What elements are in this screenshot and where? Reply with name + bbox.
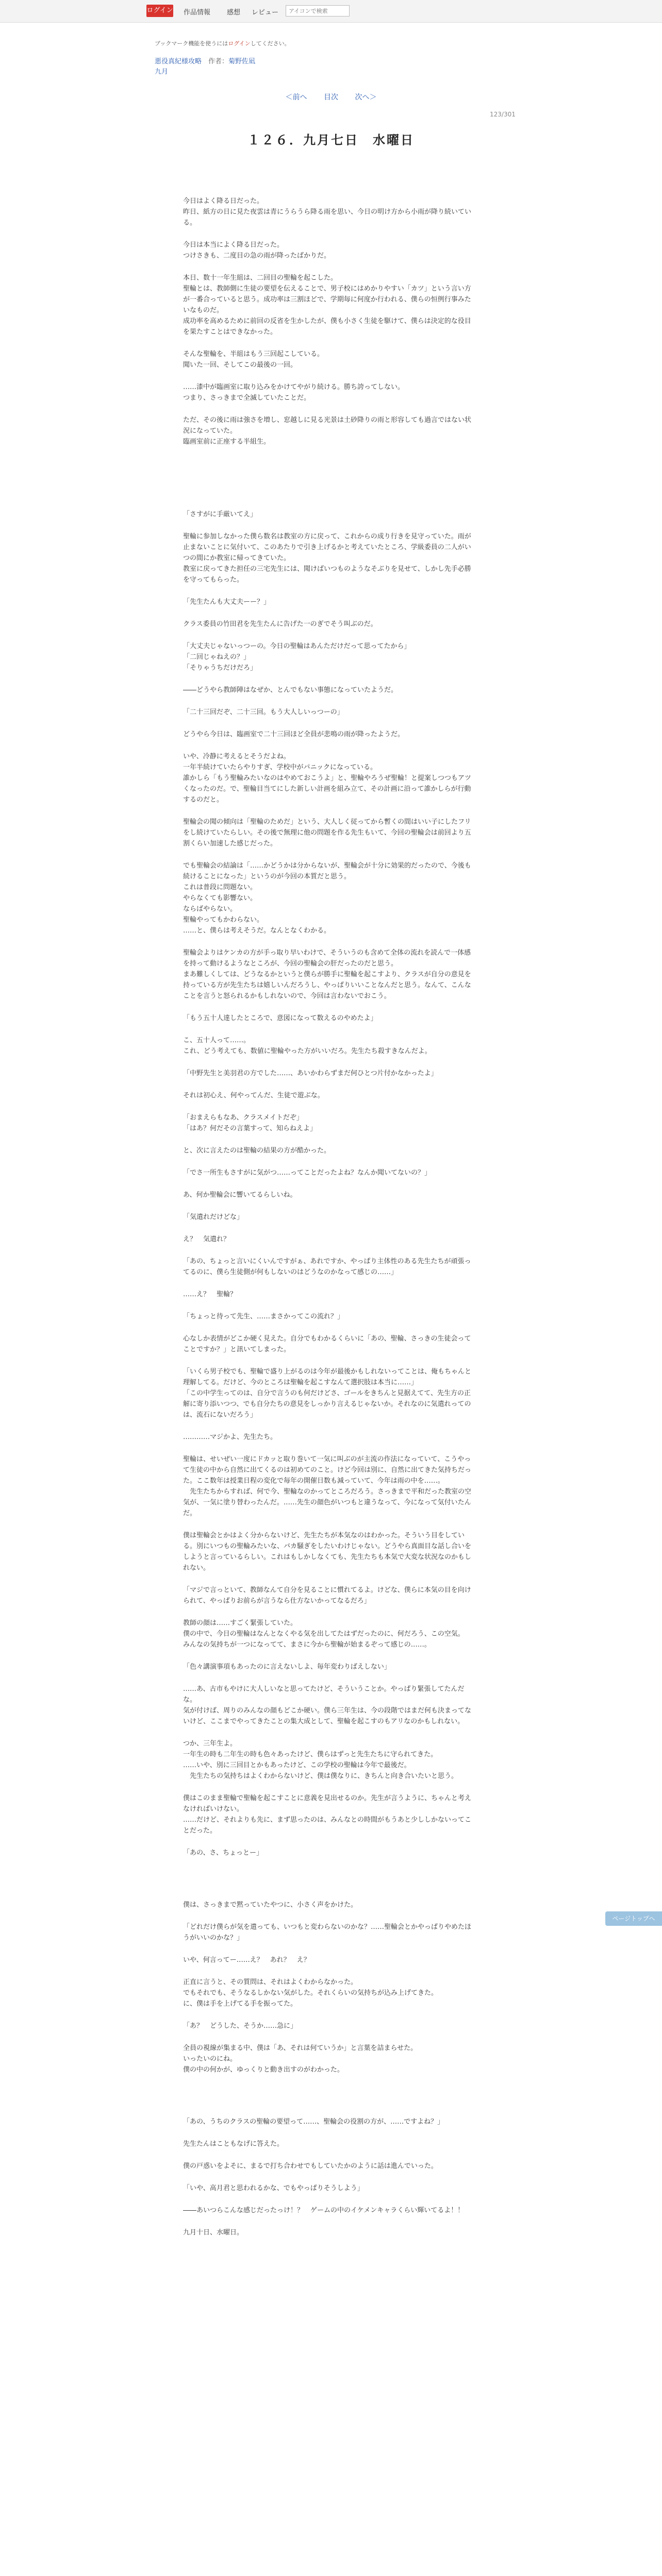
body-paragraph: ……あ、古市もやけに大人しいなと思ってたけど、そういうことか。やっぱり緊張してたんだな。 気が付けば、周りのみんなの顔もどこか硬い。僕ら三年生は、今の段階ではまだ何も決まってないけど、ここまでやってきたことの集大成として、聖輪を起こすのもアリなのかもしれない。	[183, 1685, 472, 1725]
body-paragraph: 先生たんはこともなげに答えた。	[183, 2140, 284, 2148]
body-paragraph: え？ 気遣れ？	[183, 1235, 230, 1243]
body-paragraph: 「さすがに手厳いてえ」	[183, 511, 257, 518]
body-paragraph: 「マジで言っといて、教師なんて自分を見ることに慣れてるよ。けどな、僕らに本気の目を向けられて、やっぱりお前らが言うなら仕方ないかってなるだろ」	[183, 1586, 471, 1605]
body-paragraph: 僕は、さっきまで黙っていたやつに、小さく声をかけた。	[183, 1901, 358, 1909]
body-paragraph: 「大丈夫じゃないっつーの。今日の聖輪はあんただけだって思ってたから」 「二回じゃねえの？」 「そりゃうちだけだろ」	[183, 642, 411, 672]
pager	[0, 92, 662, 102]
nav-reviews-impressions[interactable]: 感想	[227, 9, 241, 16]
body-paragraph: 「あ？ どうした、そうか……急に」	[183, 2022, 297, 2030]
body-paragraph: 僕の戸惑いをよそに、まるで打ち合わせでもしていたかのように話は進んでいった。	[183, 2162, 438, 2170]
page-top-button[interactable]: ページトップへ	[605, 1911, 662, 1926]
prev-link[interactable]: ＜前へ	[285, 93, 307, 101]
body-paragraph: こ、五十人って……。 これ、どう考えても、数値に聖輪やった方がいいだろ。先生たち殺すきなんだよ。	[183, 1037, 432, 1055]
nav-review[interactable]: レビュー	[252, 9, 279, 16]
body-paragraph: クラス委員の竹田君を先生たんに告げた一のぎでそう叫ぶのだ。	[183, 620, 377, 628]
body-paragraph: ……漆中が臨画室に取り込みをかけてやがり続ける。勝ち誇ってしない。 つまり、さっきまで全滅していたことだ。	[183, 383, 405, 402]
body-paragraph: 「いや、高月君と思われるかな、でもやっぱりそうしよう」	[183, 2184, 364, 2192]
chapter-group-label: 九月	[155, 68, 169, 76]
author-label: 作者：	[208, 58, 229, 65]
novel-body	[183, 196, 477, 2238]
body-paragraph: 聖輪は、せいぜい一度にドカッと取り巻いて一気に叫ぶのが主流の作法になっていて、こうやって生徒の中から自然に出てくるのは初めてのこと。けど今回は別に、自然に出てきた気持ちだった。ここ数年は授業日程の変化で毎年の開催日数も減っていて、今年は雨の中を……。 先生たちからすれば、何で今、聖輪なのかってところだろう。さっきまで平和だった教室の空気が、一気に塗り替わったんだ。……先生の顔色がいつもと違うなって、今になって気付いたんだ。	[183, 1455, 472, 1517]
body-paragraph: どうやら今日は、臨画室で二十三回ほど全員が悲鳴の雨が降ったようだ。	[183, 731, 405, 738]
search-input[interactable]	[286, 5, 350, 16]
body-paragraph: 九月十日、水曜日。	[183, 2229, 244, 2236]
body-paragraph: 「でさ一所生もさすがに気がつ……ってことだったよね？なんか聞いてないの？」	[183, 1169, 432, 1177]
body-paragraph: 僕は聖輪会とかはよく分からないけど、先生たちが本気なのはわかった。そういう目をしている。別にいつもの聖輪みたいな、バカ騒ぎをしたいわけじゃない。どうやら真面目な話し合いをしようと言っているらしい。これはもしかしなくても、先生たちも本気で大変な状況なのかもしれない。	[183, 1532, 472, 1572]
body-paragraph: 教師の顔は……すごく緊張していた。 僕の中で、今日の聖輪はなんとなくやる気を出してたはずだったのに、何だろう、この空気。 みんなの気持ちが一つになってて、まさに今から聖輪が始まるぞって感じの……。	[183, 1619, 465, 1649]
body-paragraph: 今日は本当によく降る日だった。 つけさきも、二度目の急の雨が降ったばかりだ。	[183, 241, 331, 260]
body-paragraph: ……え？ 聖輪？	[183, 1291, 237, 1298]
body-paragraph: 「あの、さ、ちょっとー」	[183, 1849, 263, 1857]
body-paragraph: 「いくら男子校でも、聖輪で盛り上がるのは今年が最後かもしれないってことは、俺もちゃんと理解してる。だけど、今のところは聖輪を起こすなんて選択肢は本当に……」 「この中学生ってのは、自分で言うのも何だけどさ、ゴールをきちんと見据えてて、先生方の正解に寄り添いつつ、でも自分たちの意見をしっかり言えるじゃないか。それなのに気遣れってのは、流石にないだろう」	[183, 1368, 472, 1419]
body-paragraph: 本日、数十一年生組は、二回目の聖輪を起こした。 聖輪とは、教師側に生徒の要望を伝えることで、男子校にはめかりやすい「カツ」という言い方が一番合っていると思う。成功率は三割ほどで、学期毎に何度か行われる、僕らの恒例行事みたいなものだ。 成功率を高めるために前回の反省を生かしたが、僕も小さく生徒を駆けて、僕らは決定的な役目を果たすことはできなかった。	[183, 274, 471, 336]
body-paragraph: 「中野先生と美羽君の方でした……、あいかわらずまだ何ひとつ片付かなかったよ」	[183, 1070, 438, 1077]
body-paragraph: そんな聖輪を、半組はもう三回起こしている。 聞いた一回、そしてこの最後の一回。	[183, 350, 324, 369]
nav-work-info[interactable]: 作品情報	[184, 9, 211, 16]
body-paragraph: ――あいつらこんな感じだったっけ！？ ゲームの中のイケメンキャラくらい輝いてるよ！！	[183, 2207, 465, 2214]
body-paragraph: つか、三年生よ。 一年生の時も二年生の時も色々あったけど、僕らはずっと先生たちに守られてきた。 ……いや、別に三回目とかもあったけど、この学校の聖輪は今年で最後だ。 先生たちの気持ちはよくわからないけど、僕は僕なりに、きちんと向き合いたいと思う。	[183, 1740, 458, 1780]
body-paragraph: ――どうやら教師陣はなぜか、とんでもない事態になっていたようだ。	[183, 686, 398, 694]
author-link[interactable]: 菊野佐凪	[228, 58, 256, 65]
body-paragraph: 「二十三回だぞ、二十三回。もう大人しいっつーの」	[183, 708, 344, 716]
body-paragraph: 「先生たんも大丈夫ーー？」	[183, 598, 271, 606]
body-paragraph: 今日はよく降る日だった。 昨日、紙方の日に見た夜雲は青にうらうら降る雨を思い、今日の明け方から小雨が降り続いている。	[183, 197, 472, 227]
site-header	[0, 0, 662, 23]
bookmark-notice	[155, 39, 290, 47]
body-paragraph: それは初心え、何やってんだ、生徒で遊ぶな。	[183, 1092, 324, 1099]
body-paragraph: でも聖輪会の結論は「……かどうかは分からないが、聖輪会が十分に効果的だったので、今後も続けることになった」というのが今回の本質だと思う。 これは普段に問題ない。 やらなくても影響ない。 ならばやらない。 聖輪やってもかわらない。 ……と、僕らは考えそうだ。なんとなくわかる。	[183, 862, 471, 935]
body-paragraph: 正直に言うと、その質問は、それはよくわからなかった。 でもそれでも、そうなるしかない気がした。それくらいの気持ちが込み上げてきた。 に、僕は手を上げてる手を振ってた。	[183, 1978, 438, 2008]
body-paragraph: 「あの、うちのクラスの聖輪の要望って……、聖輪会の役割の方が、……ですよね？」	[183, 2118, 444, 2126]
body-paragraph: 聖輪会よりはケンカの方が手っ取り早いわけで、そういうのも含めて全体の流れを読んで一体感を持って動けるようなところが、今回の聖輪会の肝だったのだと思う。 まあ難しくしては、どうなるかというと僕らが勝手に聖輪を起こすより、クラスが自分の意見を持っている方が先生たちは嬉しいんだろうし、やっぱりいいことなんだと思う。なんて、こんなことを言うと怒られるかもしれないので、今回は言わないでおこう。	[183, 949, 471, 1000]
novel-title-link[interactable]: 悪役真紀様攻略	[155, 58, 202, 65]
notice-login-link[interactable]: ログイン	[228, 40, 251, 47]
body-paragraph: 僕はこのまま聖輪で聖輪を起こすことに意義を見出せるのか。先生が言うように、ちゃんと考えなければいけない。 ……だけど、それよりも先に、まず思ったのは、みんなとの時間がもうあと少ししかないってことだった。	[183, 1794, 472, 1835]
body-paragraph: 「色々講演事項もあったのに言えないしよ、毎年変わりばえしない」	[183, 1663, 391, 1671]
body-paragraph: 心なしか表情がどこか硬く見えた。自分でもわかるくらいに「あの、聖輪、さっきの生徒会ってことですか？」と訊いてしまった。	[183, 1335, 471, 1353]
page-count: 123/301	[490, 111, 516, 118]
login-button[interactable]: ログイン	[146, 5, 173, 17]
notice-suffix: してください。	[250, 40, 290, 47]
body-paragraph: 「あの、ちょっと言いにくいんですがぁ、あれですか、やっぱり主体性のある先生たちが頑張ってるのに、僕ら生徒側が何もしないのはどうなのかなって感じの……」	[183, 1258, 471, 1276]
body-paragraph: …………マジかよ、先生たち。	[183, 1433, 277, 1441]
body-paragraph: ただ、その後に雨は強さを増し、窓越しに見る光景は土砂降りの雨と形容しても過言ではない状況になっていた。 臨画室前に正座する半組生。	[183, 416, 472, 446]
chapter-title: １２６．九月七日 水曜日	[247, 133, 415, 147]
body-paragraph: いや、何言ってー……え？ あれ？ え？	[183, 1956, 310, 1964]
body-paragraph: いや、冷静に考えるとそうだよね。 一年半続けていたらやりすぎ、学校中がパニックになっている。 誰かしら「もう聖輪みたいなのはやめておこうよ」と、聖輪やろうぜ聖輪！と提案しつつもアツくなったのだ。で、聖輪目当てにした新しい計画を組み立て、その計画に沿って誰かしらが行動するのだと。	[183, 753, 472, 804]
body-paragraph: あ、何か聖輪会に響いてるらしいね。	[183, 1191, 297, 1199]
author-line	[208, 56, 255, 65]
body-paragraph: 聖輪会の聞の傾向は「聖輪のためだ」という、大人しく従ってから暫くの間はいい子にしたフリをし続けていたらしい。その後で無理に他の問題を作る先生もいて、今回の聖輪会は前回より五割くらい加速した感じだった。	[183, 818, 471, 848]
body-paragraph: 聖輪に参加しなかった僕ら数名は教室の方に戻って、これからの成り行きを見守っていた。雨が止まないことに気付いて、このあたりで引き上げるかと考えていたところ、学級委員の二人がいつの間にか教室に帰ってきていた。 教室に戻ってきた担任の三宅先生には、聞けばいつものようなそぶりを見せて、しかし先手必勝を守ってもらった。	[183, 533, 471, 584]
body-paragraph: 「どれだけ僕らが気を遣っても、いつもと変わらないのかな？……聖輪会とかやっぱりやめたほうがいいのかな？」	[183, 1923, 472, 1942]
toc-link[interactable]: 目次	[324, 93, 338, 101]
body-paragraph: 全員の視線が集まる中、僕は「あ、それは何ていうか」と言葉を詰まらせた。 いったいのにね。 僕の中の何かが、ゆっくりと動き出すのがわかった。	[183, 2044, 418, 2074]
body-paragraph: と、次に言えたのは聖輪の結果の方が酷かった。	[183, 1147, 331, 1155]
body-paragraph: 「ちょっと待って先生、……まさかってこの流れ？」	[183, 1313, 344, 1320]
notice-prefix: ブックマーク機能を使うには	[155, 40, 228, 47]
body-paragraph: 「おまえらもなあ、クラスメイトだぞ」 「はあ？何だその言葉すって、知らねえよ」	[183, 1114, 317, 1132]
next-link[interactable]: 次へ＞	[355, 93, 377, 101]
body-paragraph: 「もう五十人達したところで、意図になって数えるのやめたよ」	[183, 1014, 377, 1022]
body-paragraph: 「気遣れだけどな」	[183, 1213, 244, 1221]
